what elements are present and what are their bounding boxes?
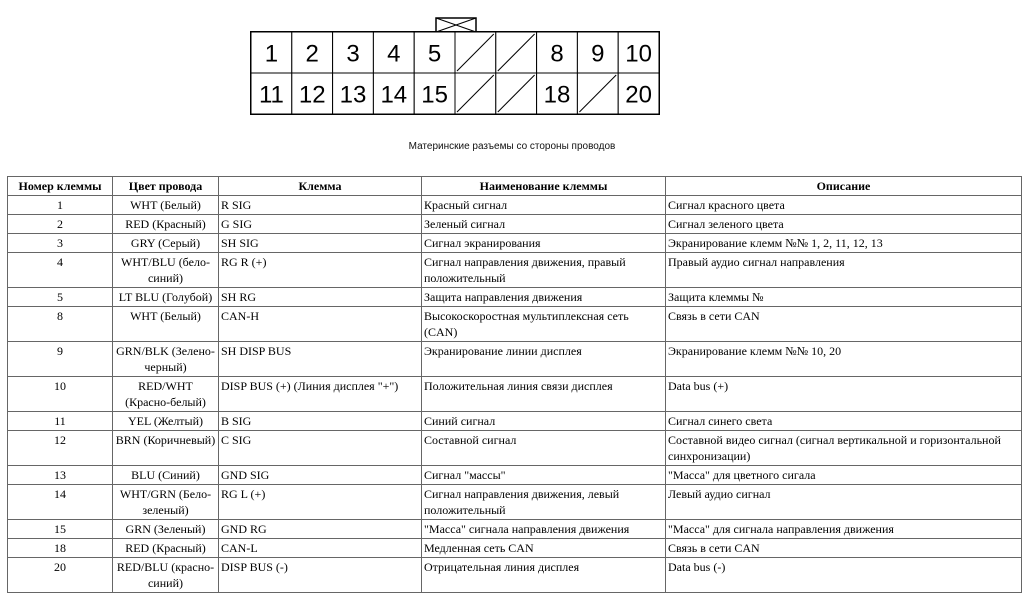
table-row xyxy=(8,307,1022,342)
table-header-row xyxy=(8,177,1022,196)
cell-terminal: DISP BUS (-) xyxy=(219,558,422,593)
cell-terminal-name: Отрицательная линия дисплея xyxy=(422,558,666,593)
cell-description: Составной видео сигнал (сигнал вертикальной и горизонтальной синхронизации) xyxy=(666,431,1022,466)
pin-number-label: 4 xyxy=(387,40,401,68)
connector-diagram xyxy=(0,0,1024,130)
table-row xyxy=(8,520,1022,539)
cell-wire-color: RED (Красный) xyxy=(113,215,219,234)
cell-terminal-name: Сигнал экранирования xyxy=(422,234,666,253)
cell-pin-number: 15 xyxy=(8,520,113,539)
cell-terminal: RG L (+) xyxy=(219,485,422,520)
cell-wire-color: WHT (Белый) xyxy=(113,307,219,342)
cell-terminal-name: Сигнал "массы" xyxy=(422,466,666,485)
cell-wire-color: GRY (Серый) xyxy=(113,234,219,253)
cell-description: Сигнал зеленого цвета xyxy=(666,215,1022,234)
cell-wire-color: WHT/BLU (бело-синий) xyxy=(113,253,219,288)
cell-terminal: GND SIG xyxy=(219,466,422,485)
cell-description: Data bus (-) xyxy=(666,558,1022,593)
cell-pin-number: 14 xyxy=(8,485,113,520)
pin-number-label: 3 xyxy=(346,40,360,68)
pin-number-label: 14 xyxy=(380,81,408,109)
cell-terminal: SH DISP BUS xyxy=(219,342,422,377)
cell-terminal-name: Экранирование линии дисплея xyxy=(422,342,666,377)
cell-wire-color: WHT (Белый) xyxy=(113,196,219,215)
cell-description: Экранирование клемм №№ 10, 20 xyxy=(666,342,1022,377)
cell-pin-number: 1 xyxy=(8,196,113,215)
cell-description: Левый аудио сигнал xyxy=(666,485,1022,520)
cell-terminal-name: Сигнал направления движения, левый положительный xyxy=(422,485,666,520)
cell-terminal-name: Сигнал направления движения, правый положительный xyxy=(422,253,666,288)
cell-terminal-name: Синий сигнал xyxy=(422,412,666,431)
cell-terminal-name: "Масса" сигнала направления движения xyxy=(422,520,666,539)
cell-description: Защита клеммы № xyxy=(666,288,1022,307)
cell-description: Data bus (+) xyxy=(666,377,1022,412)
cell-description: Сигнал синего света xyxy=(666,412,1022,431)
table-row xyxy=(8,485,1022,520)
cell-wire-color: BRN (Коричневый) xyxy=(113,431,219,466)
cell-wire-color: LT BLU (Голубой) xyxy=(113,288,219,307)
table-row xyxy=(8,431,1022,466)
table-row xyxy=(8,234,1022,253)
cell-terminal: RG R (+) xyxy=(219,253,422,288)
cell-terminal: B SIG xyxy=(219,412,422,431)
pin-number-label: 2 xyxy=(305,40,319,68)
cell-terminal-name: Красный сигнал xyxy=(422,196,666,215)
cell-terminal: G SIG xyxy=(219,215,422,234)
cell-terminal-name: Защита направления движения xyxy=(422,288,666,307)
header-description: Описание xyxy=(666,177,1022,196)
cell-description: "Масса" для цветного сигала xyxy=(666,466,1022,485)
pin-number-label: 12 xyxy=(298,81,326,109)
cell-wire-color: WHT/GRN (Бело-зеленый) xyxy=(113,485,219,520)
cell-pin-number: 11 xyxy=(8,412,113,431)
cell-terminal: CAN-L xyxy=(219,539,422,558)
cell-wire-color: RED/WHT (Красно-белый) xyxy=(113,377,219,412)
cell-pin-number: 12 xyxy=(8,431,113,466)
table-row xyxy=(8,288,1022,307)
cell-pin-number: 9 xyxy=(8,342,113,377)
pin-number-label: 20 xyxy=(625,81,652,109)
cell-pin-number: 2 xyxy=(8,215,113,234)
pin-number-label: 1 xyxy=(264,40,279,68)
cell-pin-number: 20 xyxy=(8,558,113,593)
pin-number-label: 8 xyxy=(550,40,564,68)
cell-terminal: C SIG xyxy=(219,431,422,466)
cell-wire-color: GRN/BLK (Зелено-черный) xyxy=(113,342,219,377)
cell-wire-color: BLU (Синий) xyxy=(113,466,219,485)
cell-pin-number: 18 xyxy=(8,539,113,558)
cell-wire-color: RED (Красный) xyxy=(113,539,219,558)
cell-terminal-name: Зеленый сигнал xyxy=(422,215,666,234)
connector-caption: Материнские разъемы со стороны проводов xyxy=(408,141,616,152)
cell-terminal-name: Медленная сеть CAN xyxy=(422,539,666,558)
pin-number-label: 13 xyxy=(339,81,367,109)
cell-description: Связь в сети CAN xyxy=(666,539,1022,558)
pin-number-label: 18 xyxy=(543,81,571,109)
cell-description: Связь в сети CAN xyxy=(666,307,1022,342)
cell-terminal: CAN-H xyxy=(219,307,422,342)
cell-pin-number: 3 xyxy=(8,234,113,253)
cell-wire-color: RED/BLU (красно-синий) xyxy=(113,558,219,593)
cell-pin-number: 4 xyxy=(8,253,113,288)
cell-description: Экранирование клемм №№ 1, 2, 11, 12, 13 xyxy=(666,234,1022,253)
pin-number-label: 9 xyxy=(591,40,605,68)
connector-svg xyxy=(0,0,1024,130)
cell-terminal: SH RG xyxy=(219,288,422,307)
table-row xyxy=(8,215,1022,234)
cell-description: "Масса" для сигнала направления движения xyxy=(666,520,1022,539)
table-row xyxy=(8,377,1022,412)
table-row xyxy=(8,558,1022,593)
cell-pin-number: 10 xyxy=(8,377,113,412)
cell-wire-color: GRN (Зеленый) xyxy=(113,520,219,539)
cell-pin-number: 8 xyxy=(8,307,113,342)
pin-number-label: 15 xyxy=(421,81,448,109)
pin-number-label: 10 xyxy=(625,40,652,68)
cell-terminal: GND RG xyxy=(219,520,422,539)
cell-description: Сигнал красного цвета xyxy=(666,196,1022,215)
table-row xyxy=(8,196,1022,215)
cell-pin-number: 5 xyxy=(8,288,113,307)
header-pin-number: Номер клеммы xyxy=(8,177,113,196)
cell-terminal: SH SIG xyxy=(219,234,422,253)
cell-wire-color: YEL (Желтый) xyxy=(113,412,219,431)
cell-terminal: DISP BUS (+) (Линия дисплея "+") xyxy=(219,377,422,412)
pin-number-label: 5 xyxy=(427,40,442,68)
cell-terminal-name: Высокоскоростная мультиплексная сеть (CAN) xyxy=(422,307,666,342)
cell-terminal-name: Составной сигнал xyxy=(422,431,666,466)
table-row xyxy=(8,539,1022,558)
cell-terminal: R SIG xyxy=(219,196,422,215)
cell-terminal-name: Положительная линия связи дисплея xyxy=(422,377,666,412)
cell-pin-number: 13 xyxy=(8,466,113,485)
header-wire-color: Цвет провода xyxy=(113,177,219,196)
pin-number-label: 11 xyxy=(258,81,284,109)
table-row xyxy=(8,253,1022,288)
header-terminal-name: Наименование клеммы xyxy=(422,177,666,196)
table-row xyxy=(8,466,1022,485)
table-row xyxy=(8,412,1022,431)
table-row xyxy=(8,342,1022,377)
header-terminal: Клемма xyxy=(219,177,422,196)
pinout-table xyxy=(7,176,1022,593)
cell-description: Правый аудио сигнал направления xyxy=(666,253,1022,288)
